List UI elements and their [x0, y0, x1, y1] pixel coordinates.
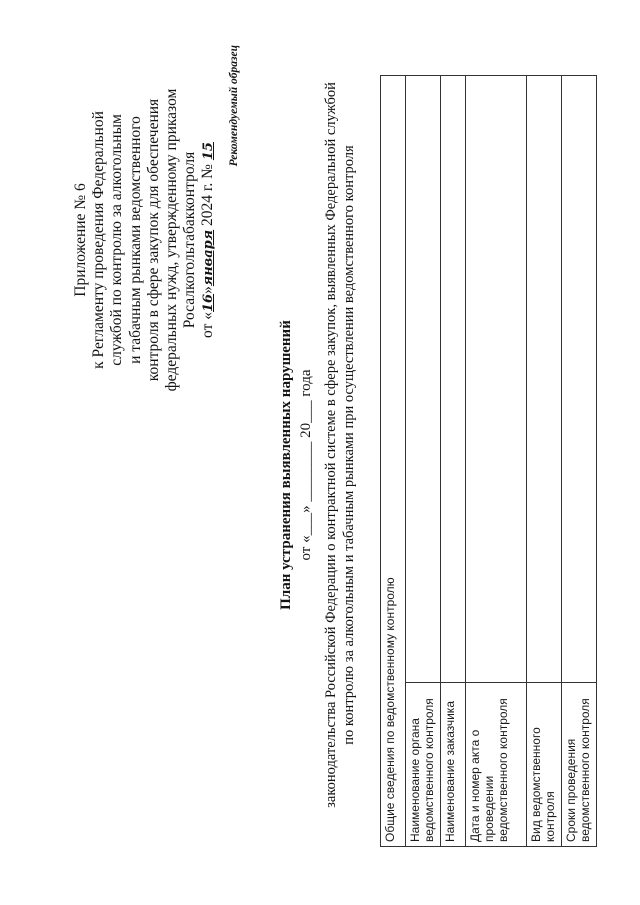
row-value	[441, 76, 466, 683]
row-label: Сроки проведения ведомственного контроля	[562, 683, 597, 847]
table-row	[466, 76, 527, 847]
appendix-line: контроля в сфере закупок для обеспечения	[144, 98, 162, 382]
intro-line: по контролю за алкогольным и табачным рынками при осуществлении ведомственного контроля	[341, 145, 357, 745]
appendix-line: федеральных нужд, утвержденному приказом	[163, 88, 181, 392]
order-mid: »	[199, 286, 217, 294]
row-label: Дата и номер акта о проведении ведомственного контроля	[466, 683, 527, 847]
control-info-table	[380, 75, 597, 847]
row-value	[406, 76, 441, 683]
row-label: Вид ведомственного контроля	[527, 683, 562, 847]
table-row	[562, 76, 597, 847]
table-header: Общие сведения по ведомственному контролю	[381, 76, 406, 847]
plan-title: План устранения выявленных нарушений	[278, 320, 294, 610]
row-label: Наименование заказчика	[441, 683, 466, 847]
table-header-row	[381, 76, 406, 847]
appendix-line: Приложение № 6	[72, 183, 89, 297]
row-value	[562, 76, 597, 683]
table-row	[527, 76, 562, 847]
appendix-header	[72, 80, 219, 400]
appendix-line: к Регламенту проведения Федеральной	[90, 111, 108, 369]
intro-text	[322, 65, 358, 825]
order-day-handwritten: 16	[201, 293, 217, 312]
order-number-handwritten: 15	[201, 142, 217, 161]
row-value	[466, 76, 527, 683]
table-row	[441, 76, 466, 847]
order-month-handwritten: января	[201, 229, 217, 287]
intro-line: законодательства Российской Федерации о контрактной системе в сфере закупок, выявленных Федеральной службой	[323, 82, 339, 808]
row-value	[527, 76, 562, 683]
appendix-line: службой по контролю за алкогольным	[108, 114, 126, 366]
row-label: Наименование органа ведомственного контроля	[406, 683, 441, 847]
appendix-line: Росалкогольтабакконтроля	[181, 151, 199, 329]
plan-date-line: от «___» ________ 20___ года	[298, 369, 314, 561]
order-reference	[199, 80, 218, 400]
order-prefix: от «	[199, 312, 217, 338]
appendix-line: и табачным рынками ведомственного	[126, 116, 144, 364]
order-year: 2024 г. №	[199, 160, 217, 230]
sample-note: Рекомендуемый образец	[228, 45, 240, 167]
table-row	[406, 76, 441, 847]
